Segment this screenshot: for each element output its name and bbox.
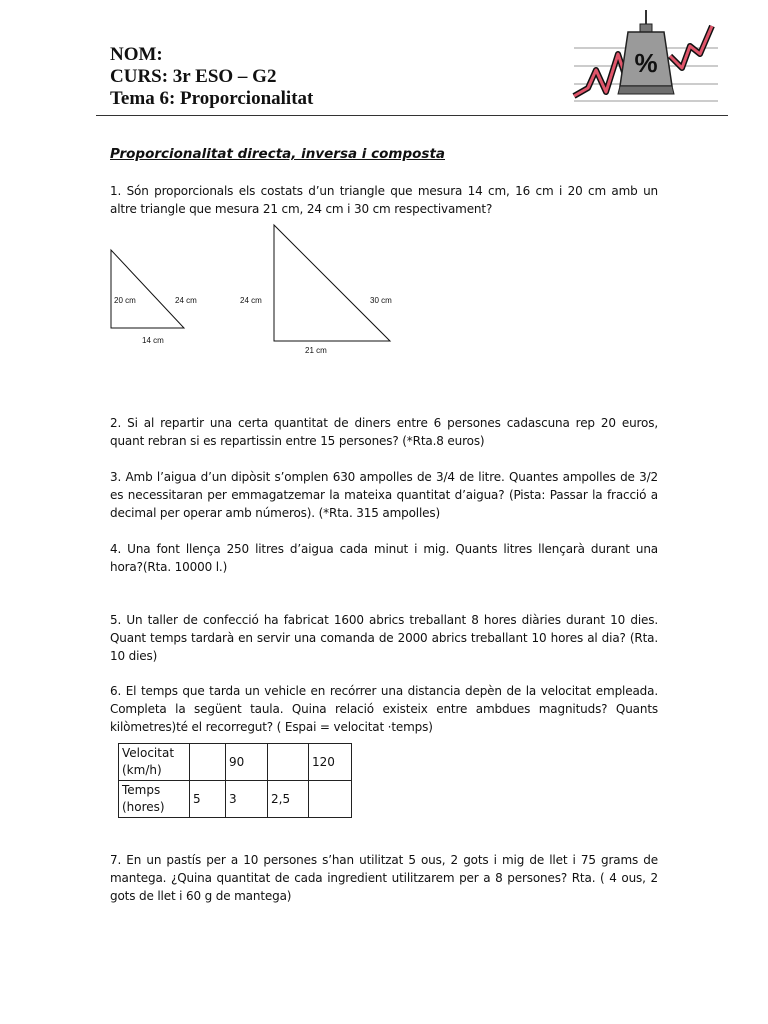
header-divider bbox=[96, 115, 728, 116]
table-cell[interactable]: 5 bbox=[190, 781, 226, 818]
percentage-weight-logo bbox=[566, 8, 726, 108]
table-cell[interactable]: 3 bbox=[226, 781, 268, 818]
table-cell[interactable] bbox=[309, 781, 352, 818]
large-triangle bbox=[274, 225, 390, 341]
question-5: 5. Un taller de confecció ha fabricat 1600 abrics treballant 8 hores diàries durant 10 dies. Quant temps tardarà en servir una comanda de 2000 abrics treballant 10 hores al dia? (Rta. 10 dies) bbox=[110, 613, 658, 663]
question-7: 7. En un pastís per a 10 persones s’han utilitzat 5 ous, 2 gots i mig de llet i 75 grams de mantega. ¿Quina quantitat de cada ingredient utilitzarem per a 8 persones? Rta. ( 4 ous, 2 gots de llet i 60 g de mantega) bbox=[110, 853, 658, 903]
section-title: Proporcionalitat directa, inversa i composta bbox=[110, 146, 446, 162]
question-4: 4. Una font llença 250 litres d’aigua cada minut i mig. Quants litres llençarà durant una hora?(Rta. 10000 l.) bbox=[110, 542, 658, 574]
table-row-label: Velocitat (km/h) bbox=[119, 744, 190, 781]
small-hyp-label: 24 cm bbox=[175, 296, 197, 305]
name-label: NOM: bbox=[110, 44, 163, 65]
question-3: 3. Amb l’aigua d’un dipòsit s’omplen 630 ampolles de 3/4 de litre. Quantes ampolles de 3/2 es necessitaran per emmagatzemar la mateixa quantitat d’aigua? (Pista: Passar la fracció a decimal per operar amb números). (*Rta. 315 ampolles) bbox=[110, 470, 658, 520]
table-row bbox=[119, 781, 352, 818]
large-base-label: 21 cm bbox=[305, 346, 327, 355]
document-header bbox=[110, 44, 313, 110]
question-6: 6. El temps que tarda un vehicle en recórrer una distancia depèn de la velocitat empleada. Completa la següent taula. Quina relació existeix entre ambdues magnituds? Quants kilòmetres)té el recorregut? ( Espai = velocitat ·temps) bbox=[110, 684, 658, 734]
table-cell[interactable] bbox=[268, 744, 309, 781]
table-cell[interactable]: 120 bbox=[309, 744, 352, 781]
table-cell[interactable]: 2,5 bbox=[268, 781, 309, 818]
topic-label: Tema 6: Proporcionalitat bbox=[110, 88, 314, 109]
table-cell[interactable]: 90 bbox=[226, 744, 268, 781]
table-row-label: Temps (hores) bbox=[119, 781, 190, 818]
table-cell[interactable] bbox=[190, 744, 226, 781]
small-left-label: 20 cm bbox=[114, 296, 136, 305]
table-row bbox=[119, 744, 352, 781]
percent-symbol: % bbox=[634, 48, 658, 78]
large-hyp-label: 30 cm bbox=[370, 296, 392, 305]
course-label: CURS: 3r ESO – G2 bbox=[110, 66, 277, 87]
small-base-label: 14 cm bbox=[142, 336, 164, 345]
question-1: 1. Són proporcionals els costats d’un triangle que mesura 14 cm, 16 cm i 20 cm amb un altre triangle que mesura 21 cm, 24 cm i 30 cm respectivament? bbox=[110, 184, 658, 216]
speed-time-table bbox=[118, 743, 352, 818]
triangles-figure bbox=[100, 218, 420, 358]
small-triangle bbox=[111, 250, 184, 328]
question-2: 2. Si al repartir una certa quantitat de diners entre 6 persones cadascuna rep 20 euros, quant rebran si es repartissin entre 15 persones? (*Rta.8 euros) bbox=[110, 416, 658, 448]
large-left-label: 24 cm bbox=[240, 296, 262, 305]
